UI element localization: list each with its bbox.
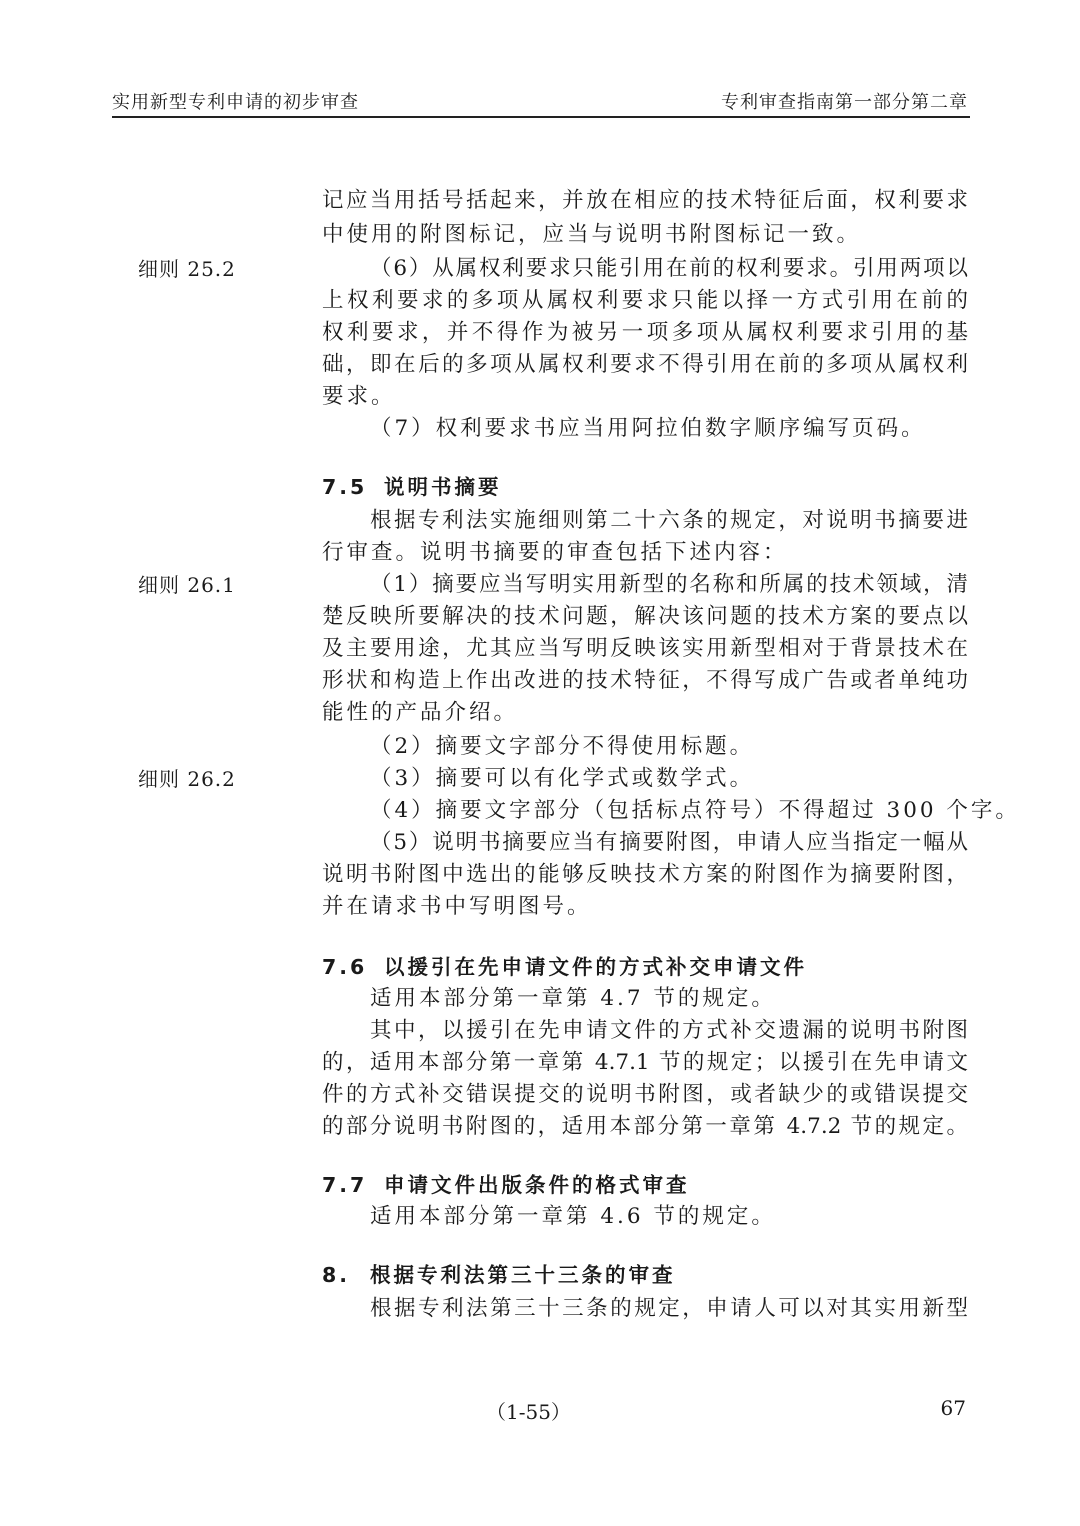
body-line: 适用本部分第一章第 4.7 节的规定。 — [370, 986, 776, 1011]
body-line: （7）权利要求书应当用阿拉伯数字顺序编写页码。 — [370, 416, 926, 441]
header-guide-section: 专利审查指南第一部分第二章 — [721, 92, 968, 113]
section-heading-8 — [322, 1258, 676, 1292]
body-line: 的，适用本部分第一章第 4.7.1 节的规定；以援引在先申请文 — [322, 1050, 968, 1075]
body-line: 行审查。说明书摘要的审查包括下述内容： — [322, 540, 788, 565]
body-line: 及主要用途，尤其应当写明反映该实用新型相对于背景技术在 — [322, 636, 968, 661]
page-number: 67 — [940, 1396, 966, 1420]
section-heading-7-5 — [322, 470, 502, 504]
section-number: 7.7 — [322, 1173, 368, 1197]
running-header — [112, 84, 970, 118]
body-line: 形状和构造上作出改进的技术特征，不得写成广告或者单纯功 — [322, 668, 968, 693]
section-number: 8. — [322, 1263, 351, 1287]
section-number: 7.5 — [322, 475, 368, 499]
body-line: 根据专利法第三十三条的规定，申请人可以对其实用新型 — [370, 1296, 968, 1321]
body-line: （5）说明书摘要应当有摘要附图，申请人应当指定一幅从 — [370, 830, 968, 855]
body-line: 并在请求书中写明图号。 — [322, 894, 592, 919]
body-line: 础，即在后的多项从属权利要求不得引用在前的多项从属权利 — [322, 352, 968, 377]
body-line: 适用本部分第一章第 4.6 节的规定。 — [370, 1204, 776, 1229]
body-line: （4）摘要文字部分（包括标点符号）不得超过 300 个字。 — [370, 798, 1020, 823]
section-title: 根据专利法第三十三条的审查 — [370, 1263, 676, 1287]
section-title: 申请文件出版条件的格式审查 — [384, 1173, 690, 1197]
body-line: 的部分说明书附图的，适用本部分第一章第 4.7.2 节的规定。 — [322, 1114, 968, 1139]
body-line: 根据专利法实施细则第二十六条的规定，对说明书摘要进 — [370, 508, 968, 533]
margin-note-rule-26-2: 细则 26.2 — [138, 767, 236, 791]
body-line: 要求。 — [322, 384, 396, 409]
margin-note-rule-26-1: 细则 26.1 — [138, 573, 236, 597]
section-title: 以援引在先申请文件的方式补交申请文件 — [384, 955, 807, 979]
body-line: （6）从属权利要求只能引用在前的权利要求。引用两项以 — [370, 256, 968, 281]
body-line: （2）摘要文字部分不得使用标题。 — [370, 734, 755, 759]
body-line: 权利要求，并不得作为被另一项多项从属权利要求引用的基 — [322, 320, 968, 345]
section-heading-7-6 — [322, 950, 807, 984]
body-line: 楚反映所要解决的技术问题，解决该问题的技术方案的要点以 — [322, 604, 968, 629]
body-line: 上权利要求的多项从属权利要求只能以择一方式引用在前的 — [322, 288, 968, 313]
body-line: 说明书附图中选出的能够反映技术方案的附图作为摘要附图， — [322, 862, 968, 887]
section-title: 说明书摘要 — [384, 475, 502, 499]
body-line: （3）摘要可以有化学式或数学式。 — [370, 766, 755, 791]
body-line: 记应当用括号括起来，并放在相应的技术特征后面，权利要求 — [322, 188, 968, 213]
body-line: 其中，以援引在先申请文件的方式补交遗漏的说明书附图 — [370, 1018, 968, 1043]
body-line: 件的方式补交错误提交的说明书附图，或者缺少的或错误提交 — [322, 1082, 968, 1107]
body-line: （1）摘要应当写明实用新型的名称和所属的技术领域，清 — [370, 572, 968, 597]
section-page-number: （1-55） — [486, 1400, 571, 1424]
section-heading-7-7 — [322, 1168, 690, 1202]
body-line: 能性的产品介绍。 — [322, 700, 519, 725]
body-line: 中使用的附图标记，应当与说明书附图标记一致。 — [322, 222, 862, 247]
header-chapter-title: 实用新型专利申请的初步审查 — [112, 92, 359, 113]
margin-note-rule-25-2: 细则 25.2 — [138, 257, 236, 281]
section-number: 7.6 — [322, 955, 368, 979]
